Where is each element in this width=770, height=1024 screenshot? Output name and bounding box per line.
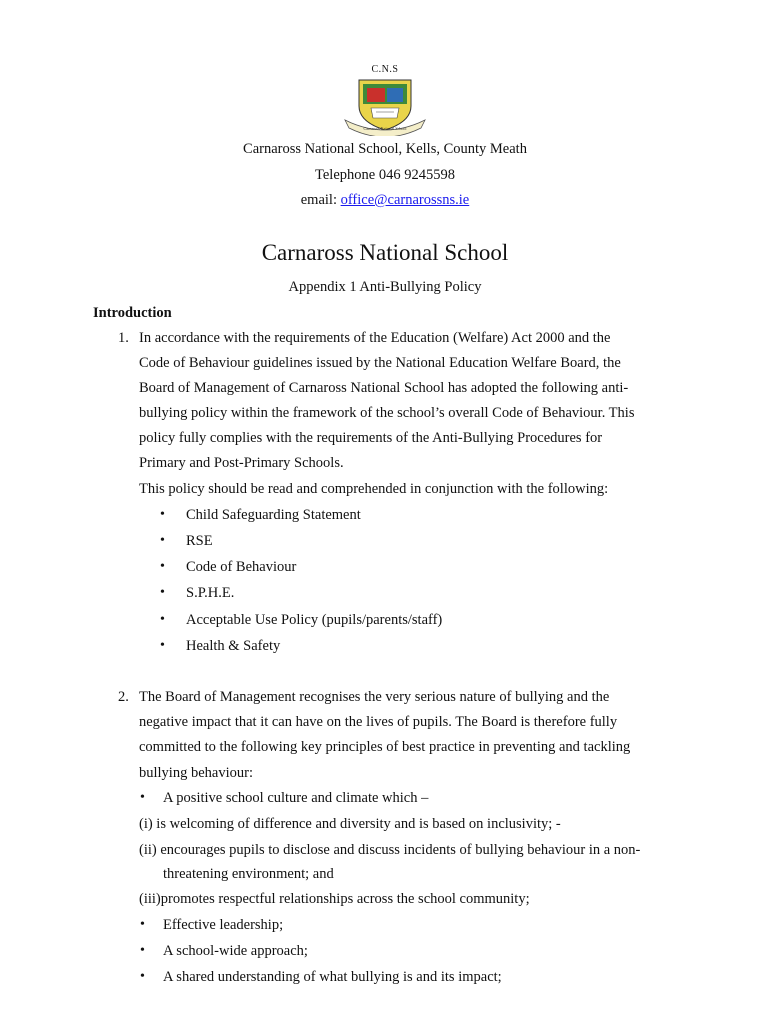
item1-line: Board of Management of Carnaross National School has adopted the following anti- xyxy=(139,380,629,396)
item2-line: negative impact that it can have on the lives of pupils. The Board is therefore fully xyxy=(139,714,618,730)
document-title: Carnaross National School xyxy=(261,240,509,265)
roman-item: (i) is welcoming of difference and diversity and is based on inclusivity; - xyxy=(139,816,561,832)
list-item: Health & Safety xyxy=(186,638,281,654)
roman-item-continuation: threatening environment; and xyxy=(163,866,334,882)
email-link[interactable]: office@carnarossns.ie xyxy=(340,192,470,208)
item2-line: bullying behaviour: xyxy=(139,765,253,781)
school-email-line xyxy=(0,192,770,209)
bullet-icon: • xyxy=(140,969,145,984)
bullet-icon: • xyxy=(140,943,145,958)
list-item: RSE xyxy=(186,533,213,549)
roman-item: (iii)promotes respectful relationships across the school community; xyxy=(139,891,530,907)
bullet-icon: • xyxy=(160,507,165,522)
item1-line: Primary and Post-Primary Schools. xyxy=(139,455,344,471)
document-subtitle: Appendix 1 Anti-Bullying Policy xyxy=(288,279,482,295)
list-item: Acceptable Use Policy (pupils/parents/staff) xyxy=(186,612,443,628)
roman-item: (ii) encourages pupils to disclose and discuss incidents of bullying behaviour in a non- xyxy=(139,842,641,858)
bullet-icon: • xyxy=(140,917,145,932)
bullet-icon: • xyxy=(160,638,165,653)
list-item: Effective leadership; xyxy=(163,917,284,933)
item2-line: committed to the following key principles of best practice in preventing and tackling xyxy=(139,739,631,755)
crest-label: C.N.S xyxy=(371,64,399,75)
item2-line: The Board of Management recognises the very serious nature of bullying and the xyxy=(139,689,610,705)
email-prefix: email: xyxy=(300,192,341,208)
item-number-2: 2. xyxy=(118,689,129,705)
section-heading-introduction: Introduction xyxy=(93,305,172,321)
school-crest xyxy=(341,60,429,136)
school-telephone: Telephone 046 9245598 xyxy=(315,167,455,183)
item1-read-with: This policy should be read and comprehended in conjunction with the following: xyxy=(139,481,609,497)
list-item: Code of Behaviour xyxy=(186,559,297,575)
list-item: A shared understanding of what bullying is and its impact; xyxy=(163,969,502,985)
list-item: Child Safeguarding Statement xyxy=(186,507,361,523)
item1-line: Code of Behaviour guidelines issued by the National Education Welfare Board, the xyxy=(139,355,621,371)
school-address: Carnaross National School, Kells, County Meath xyxy=(243,141,527,157)
bullet-icon: • xyxy=(140,790,145,805)
bullet-icon: • xyxy=(160,559,165,574)
crest-shield-icon xyxy=(341,76,429,136)
list-item: A positive school culture and climate which – xyxy=(163,790,429,806)
item1-line: bullying policy within the framework of the school’s overall Code of Behaviour. This xyxy=(139,405,635,421)
bullet-icon: • xyxy=(160,533,165,548)
bullet-icon: • xyxy=(160,612,165,627)
list-item: A school-wide approach; xyxy=(163,943,308,959)
bullet-icon: • xyxy=(160,585,165,600)
crest-motto: Carnaross National School xyxy=(363,126,407,131)
item-number-1: 1. xyxy=(118,330,129,346)
item1-line: In accordance with the requirements of the Education (Welfare) Act 2000 and the xyxy=(139,330,611,346)
item1-line: policy fully complies with the requirements of the Anti-Bullying Procedures for xyxy=(139,430,603,446)
list-item: S.P.H.E. xyxy=(186,585,235,601)
